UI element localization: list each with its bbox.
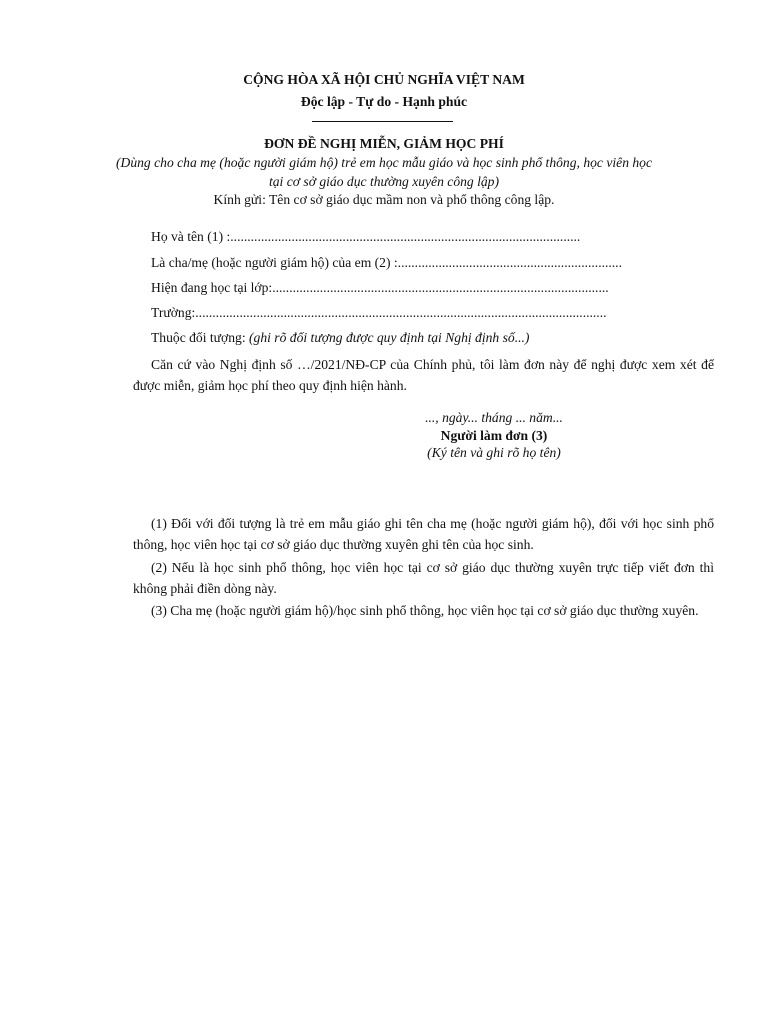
signature-signer: Người làm đơn (3) bbox=[440, 428, 548, 443]
footnote-2: (2) Nếu là học sinh phổ thông, học viên học tại cơ sở giáo dục thường xuyên trực tiếp viết đơn thì không phải điền dòng này. bbox=[133, 560, 714, 596]
recipient-line: Kính gửi: Tên cơ sở giáo dục mầm non và phổ thông công lập. bbox=[213, 192, 555, 207]
field-parent-of: Là cha/mẹ (hoặc người giám hộ) của em (2) :.................................................................. bbox=[151, 255, 622, 270]
header-divider bbox=[312, 121, 453, 122]
field-full-name: Họ và tên (1) :....................................................................................................... bbox=[151, 229, 581, 244]
document-title: ĐƠN ĐỀ NGHỊ MIỄN, GIẢM HỌC PHÍ bbox=[264, 136, 504, 151]
field-category-label: Thuộc đối tượng: bbox=[151, 330, 249, 345]
signature-date: ..., ngày... tháng ... năm... bbox=[425, 410, 563, 425]
document-subtitle-line-2: tại cơ sở giáo dục thường xuyên công lập) bbox=[268, 174, 500, 189]
request-paragraph: Căn cứ vào Nghị định số …/2021/NĐ-CP của Chính phủ, tôi làm đơn này để nghị được xem xét để được miễn, giảm học phí theo quy định hiện hành. bbox=[133, 357, 714, 393]
footnote-1: (1) Đối với đối tượng là trẻ em mẫu giáo ghi tên cha mẹ (hoặc người giám hộ), đối với học sinh phổ thông, học viên học tại cơ sở giáo dục thường xuyên ghi tên của học sinh. bbox=[133, 516, 714, 552]
document-subtitle-line-1: (Dùng cho cha mẹ (hoặc người giám hộ) trẻ em học mẫu giáo và học sinh phổ thông, học viên học bbox=[115, 155, 653, 170]
field-current-class: Hiện đang học tại lớp:................................................................................................... bbox=[151, 280, 609, 295]
field-category-hint: (ghi rõ đối tượng được quy định tại Nghị định số...) bbox=[249, 330, 530, 345]
field-school: Trường:......................................................................................................................... bbox=[151, 305, 607, 320]
signature-note: (Ký tên và ghi rõ họ tên) bbox=[427, 445, 561, 460]
country-name: CỘNG HÒA XÃ HỘI CHỦ NGHĨA VIỆT NAM bbox=[243, 72, 525, 87]
field-category bbox=[151, 330, 529, 346]
national-motto: Độc lập - Tự do - Hạnh phúc bbox=[300, 94, 468, 109]
footnote-3: (3) Cha mẹ (hoặc người giám hộ)/học sinh phổ thông, học viên học tại cơ sở giáo dục thường xuyên. bbox=[151, 603, 699, 618]
